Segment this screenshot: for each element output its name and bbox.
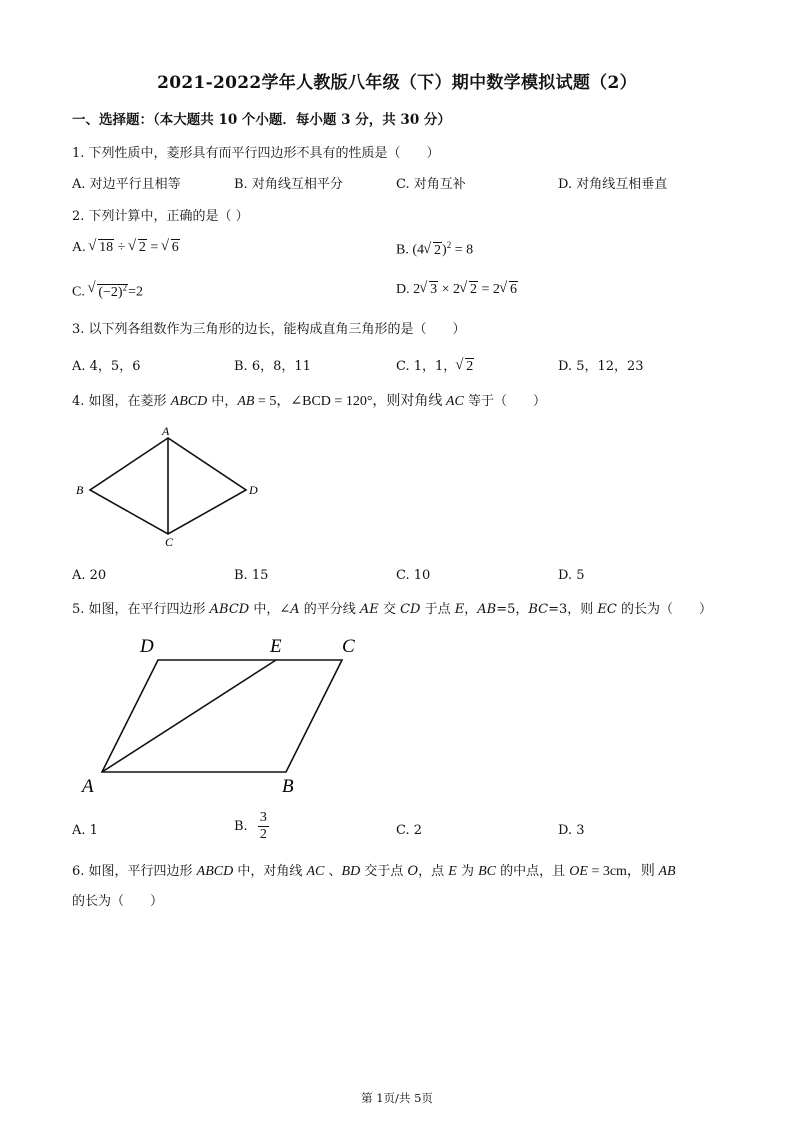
parallelogram-figure [74,628,374,800]
question-3-option-d[interactable]: D. 5，12，23 [558,359,644,374]
question-1-option-a[interactable]: A. 对边平行且相等 [72,177,181,192]
sqrt-expression: √ 2 [460,282,478,298]
label-c: C [342,636,355,657]
question-4-option-c[interactable]: C. 10 [396,568,431,583]
option-label: C. [72,284,85,300]
label-a: A [162,424,170,438]
question-3-option-c[interactable]: C. 1，1，√ 2 [396,355,474,375]
question-4-option-b[interactable]: B. 15 [234,568,269,583]
question-4-option-d[interactable]: D. 5 [558,568,585,583]
question-3-option-a[interactable]: A. 4，5，6 [72,359,141,374]
question-5-option-c[interactable]: C. 2 [396,823,423,838]
page-title: 2021-2022学年人教版八年级（下）期中数学模拟试题（2） [157,73,637,93]
question-2-option-c[interactable]: C. √ $(-2)^2=2$ [72,282,143,301]
question-4-stem: 4. 如图，在菱形 ABCD 中，AB = 5，∠BCD = 120°，则对角线 AC 等于（ ） [72,394,546,409]
section-heading: 一、选择题：（本大题共 10 个小题．每小题 3 分，共 30 分） [72,112,451,128]
sqrt-expression: √ $(-2)^2$ [88,282,128,301]
question-1-stem: 1. 下列性质中，菱形具有而平行四边形不具有的性质是（ ） [72,146,440,161]
question-3-stem: 3. 以下列各组数作为三角形的边长，能构成直角三角形的是（ ） [72,322,466,337]
question-1-option-c[interactable]: C. 对角互补 [396,177,466,192]
page-footer: 第 1页/共 5页 [361,1091,433,1105]
question-4-option-a[interactable]: A. 20 [72,568,107,583]
question-6-stem: 6. 如图，平行四边形 ABCD 中，对角线 AC 、BD 交于点 O，点 E 为 BC 的中点，且 OE = 3cm，则 AB [72,864,676,879]
question-2-option-a[interactable]: A. √ 18 ÷ √ 2 = √ 6 [72,240,180,256]
sqrt-expression: √ 6 [162,240,180,256]
option-label: A. [72,240,86,255]
sqrt-expression: √ 6 [500,282,518,298]
question-5-option-d[interactable]: D. 3 [558,823,585,838]
label-d: D [140,636,154,657]
label-a: A [82,776,94,797]
label-b: B [76,483,84,497]
label-c: C [165,535,174,549]
sqrt-expression: √ 2 [424,243,442,259]
sqrt-expression: √ 3 [420,282,438,298]
bisector-ae [102,660,276,772]
question-1-option-d[interactable]: D. 对角线互相垂直 [558,177,668,192]
question-1-option-b[interactable]: B. 对角线互相平分 [234,177,343,192]
label-e: E [270,636,282,657]
question-5-stem: 5. 如图，在平行四边形 ABCD 中，∠A 的平分线 AE 交 CD 于点 E，AB=5，BC=3，则 EC 的长为（ ） [72,602,712,617]
rhombus-figure [70,422,270,550]
label-b: B [282,776,294,797]
parallelogram-outline [102,660,342,772]
question-5-option-b[interactable]: B. $\frac{3}{2}$ [234,810,267,842]
sqrt-expression: √ 18 [89,240,114,256]
question-5-option-a[interactable]: A. 1 [72,823,98,838]
option-label: B. [396,242,409,258]
question-2-stem: 2. 下列计算中，正确的是（ ） [72,209,249,224]
question-2-option-b[interactable]: B. (4√ 2)$^2$ = 8 [396,240,473,259]
option-label: D. [396,282,410,297]
sqrt-expression: √ 2 [129,240,147,256]
question-2-option-d[interactable]: D. 2√ 3 × 2√ 2 = 2√ 6 [396,282,518,298]
sqrt-expression: √ 2 [456,359,474,375]
question-3-option-b[interactable]: B. 6，8，11 [234,359,311,374]
label-d: D [249,483,258,497]
fraction: $\frac{3}{2}$ [259,810,267,842]
question-6-stem-line-2: 的长为（ ） [72,894,164,909]
